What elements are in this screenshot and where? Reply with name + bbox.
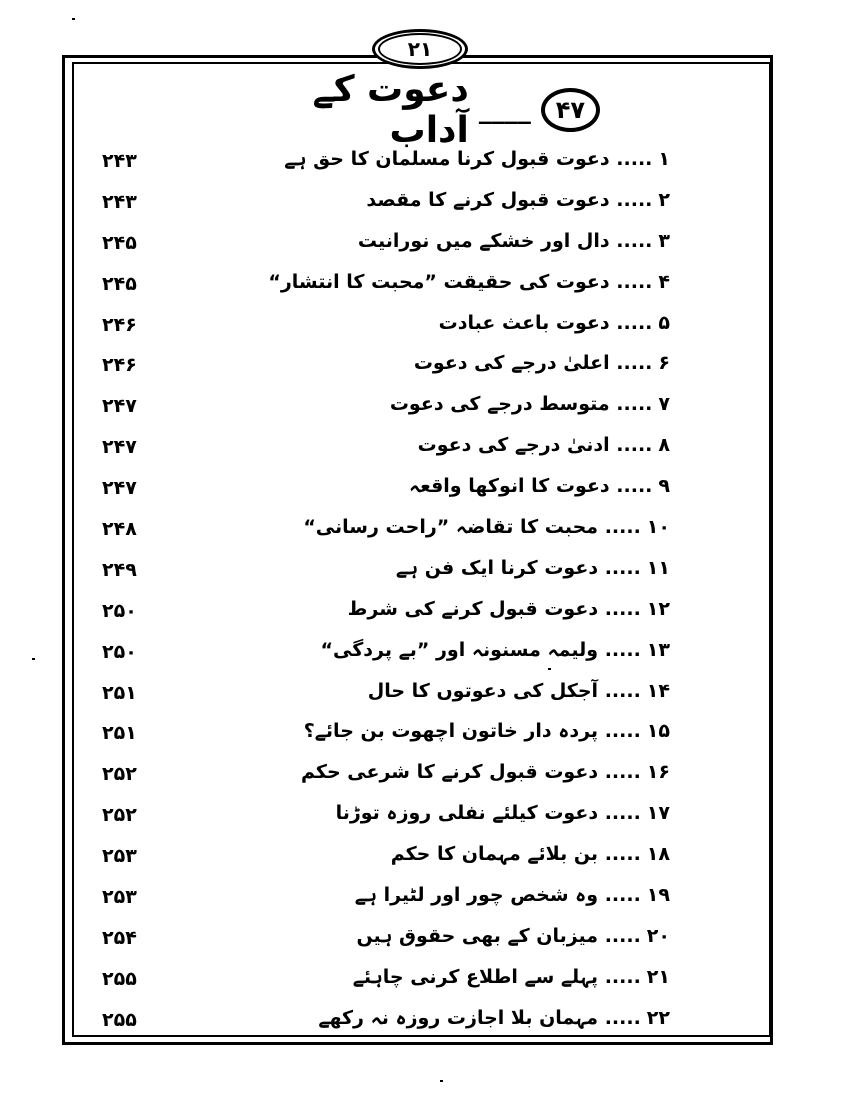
- leader-dots: .....: [598, 965, 641, 988]
- toc-page-number: ۲۴۵: [102, 272, 137, 295]
- toc-row[interactable]: [90, 794, 670, 835]
- toc-entry: [303, 512, 670, 542]
- toc-row[interactable]: [90, 467, 670, 508]
- toc-entry-title: دال اور خشکے میں نورانیت: [357, 229, 610, 252]
- toc-page-number: ۲۴۶: [102, 313, 137, 336]
- toc-entry-number: ۹: [658, 475, 670, 498]
- toc-entry: [358, 226, 670, 256]
- toc-entry-title: مہمان بلا اجازت روزہ نہ رکھے: [318, 1006, 599, 1029]
- toc-page-number: ۲۵۲: [102, 763, 137, 786]
- toc-row[interactable]: [90, 672, 670, 713]
- chapter-title: دعوت کے آداب: [312, 69, 469, 151]
- toc-entry-number: ۱۰: [646, 516, 670, 539]
- toc-page-number: ۲۴۳: [102, 190, 137, 213]
- toc-entry-number: ۱۵: [646, 720, 670, 743]
- toc-row[interactable]: [90, 385, 670, 426]
- toc-entry-title: ولیمہ مسنونہ اور ”بے پردگی“: [320, 638, 599, 661]
- toc-row[interactable]: [90, 712, 670, 753]
- toc-page-number: ۲۵۰: [102, 640, 137, 663]
- heading-dash: ____: [478, 95, 531, 125]
- leader-dots: .....: [609, 434, 653, 457]
- toc-entry: [414, 348, 670, 378]
- toc-entry-title: پہلے سے اطلاع کرنی چاہئے: [352, 965, 599, 988]
- toc-entry-number: ۲۲: [646, 1006, 670, 1029]
- leader-dots: .....: [609, 352, 653, 375]
- toc-row[interactable]: [90, 917, 670, 958]
- leader-dots: .....: [609, 229, 653, 252]
- toc-row[interactable]: [90, 222, 670, 263]
- toc-entry: [368, 676, 670, 706]
- toc-entry-title: دعوت قبول کرنا مسلمان کا حق ہے: [284, 148, 610, 170]
- chapter-heading: [250, 69, 600, 151]
- table-of-contents: [90, 140, 670, 1040]
- toc-entry-number: ۷: [658, 393, 670, 416]
- chapter-number-badge: [541, 88, 600, 132]
- scan-speck: [32, 658, 35, 660]
- leader-dots: .....: [598, 556, 641, 579]
- toc-entry-title: دعوت باعث عبادت: [438, 311, 610, 334]
- toc-page-number: ۲۵۰: [102, 599, 137, 622]
- leader-dots: .....: [598, 638, 641, 661]
- toc-entry: [304, 716, 670, 746]
- toc-page-number: ۲۵۵: [102, 1008, 137, 1031]
- toc-row[interactable]: [90, 263, 670, 304]
- scan-speck: [72, 18, 75, 20]
- toc-row[interactable]: [90, 590, 670, 631]
- toc-page-number: ۲۵۵: [102, 967, 137, 990]
- toc-entry: [409, 471, 670, 501]
- chapter-number: ۴۷: [555, 96, 586, 124]
- toc-row[interactable]: [90, 549, 670, 590]
- toc-entry-number: ۱۲: [646, 597, 670, 620]
- scan-speck: [440, 1080, 443, 1082]
- toc-page-number: ۲۵۱: [102, 722, 137, 745]
- leader-dots: .....: [609, 188, 653, 211]
- toc-page-number: ۲۵۳: [102, 845, 137, 868]
- toc-entry: [418, 430, 670, 460]
- leader-dots: .....: [598, 843, 641, 866]
- toc-entry: [348, 594, 670, 624]
- toc-row[interactable]: [90, 631, 670, 672]
- leader-dots: .....: [598, 1006, 641, 1029]
- toc-entry-number: ۲: [658, 188, 670, 211]
- toc-page-number: ۲۴۷: [102, 436, 137, 459]
- toc-row[interactable]: [90, 426, 670, 467]
- toc-entry-number: ۱۳: [646, 638, 670, 661]
- toc-entry: [366, 185, 670, 215]
- toc-entry-number: ۶: [658, 352, 670, 375]
- toc-entry-title: دعوت کا انوکھا واقعہ: [409, 475, 610, 498]
- toc-entry-title: دعوت قبول کرنے کا شرعی حکم: [301, 761, 599, 784]
- toc-entry-title: متوسط درجے کی دعوت: [389, 393, 610, 416]
- toc-page-number: ۲۴۶: [102, 354, 137, 377]
- toc-entry-title: بن بلائے مہمان کا حکم: [390, 843, 599, 866]
- toc-entry: [355, 880, 670, 910]
- toc-page-number: ۲۴۵: [102, 231, 137, 254]
- toc-row[interactable]: [90, 835, 670, 876]
- toc-entry-number: ۱۹: [646, 884, 670, 907]
- toc-entry-number: ۳: [658, 229, 670, 252]
- toc-entry: [301, 757, 670, 787]
- toc-row[interactable]: [90, 958, 670, 999]
- toc-entry-number: ۱۴: [646, 679, 670, 702]
- toc-row[interactable]: [90, 181, 670, 222]
- toc-row[interactable]: [90, 140, 670, 181]
- toc-entry-number: ۱۸: [646, 843, 670, 866]
- toc-row[interactable]: [90, 304, 670, 345]
- toc-entry-title: دعوت قبول کرنے کی شرط: [347, 597, 599, 620]
- leader-dots: .....: [609, 270, 653, 293]
- leader-dots: .....: [598, 597, 641, 620]
- toc-page-number: ۲۵۱: [102, 681, 137, 704]
- leader-dots: .....: [598, 679, 641, 702]
- toc-entry: [356, 921, 670, 951]
- toc-entry: [318, 1003, 670, 1033]
- scan-speck: [548, 668, 551, 670]
- toc-entry-number: ۱۷: [646, 802, 670, 825]
- toc-page-number: ۲۴۳: [102, 150, 137, 172]
- toc-entry-number: ۲۱: [646, 965, 670, 988]
- toc-entry: [268, 267, 670, 297]
- toc-page-number: ۲۴۷: [102, 395, 137, 418]
- toc-entry-title: دعوت کرنا ایک فن ہے: [395, 556, 599, 579]
- toc-row[interactable]: [90, 344, 670, 385]
- toc-entry-number: ۱۶: [646, 761, 670, 784]
- toc-row[interactable]: [90, 753, 670, 794]
- toc-page-number: ۲۵۴: [102, 926, 137, 949]
- leader-dots: .....: [609, 475, 653, 498]
- toc-row[interactable]: [90, 876, 670, 917]
- toc-page-number: ۲۵۲: [102, 804, 137, 827]
- toc-entry-number: ۵: [658, 311, 670, 334]
- toc-entry-title: وہ شخص چور اور لٹیرا ہے: [354, 884, 599, 907]
- toc-entry: [391, 839, 670, 869]
- toc-entry-title: میزبان کے بھی حقوق ہیں: [356, 924, 599, 947]
- page-number-badge: [372, 29, 468, 69]
- toc-entry-title: اعلیٰ درجے کی دعوت: [413, 352, 610, 375]
- leader-dots: .....: [609, 311, 653, 334]
- toc-entry: [396, 553, 670, 583]
- leader-dots: .....: [598, 802, 641, 825]
- toc-entry-title: ادنیٰ درجے کی دعوت: [417, 434, 610, 457]
- toc-entry-number: ۱: [658, 148, 670, 170]
- toc-entry-title: دعوت کی حقیقت ”محبت کا انتشار“: [268, 270, 610, 293]
- toc-entry: [439, 308, 670, 338]
- toc-entry: [390, 389, 670, 419]
- leader-dots: .....: [598, 516, 641, 539]
- toc-row[interactable]: [90, 508, 670, 549]
- toc-entry: [336, 798, 670, 828]
- page-number: ۲۱: [407, 37, 433, 61]
- toc-page-number: ۲۴۹: [102, 558, 137, 581]
- toc-entry: [321, 635, 670, 665]
- toc-entry-number: ۴: [658, 270, 670, 293]
- leader-dots: .....: [609, 148, 653, 170]
- toc-page-number: ۲۵۳: [102, 886, 137, 909]
- toc-entry-title: پردہ دار خاتون اچھوت بن جائے؟: [303, 720, 599, 743]
- toc-entry-number: ۱۱: [646, 556, 670, 579]
- toc-page-number: ۲۴۸: [102, 518, 137, 541]
- toc-entry-title: محبت کا تقاضہ ”راحت رسانی“: [303, 516, 599, 539]
- leader-dots: .....: [609, 393, 653, 416]
- toc-entry-number: ۸: [658, 434, 670, 457]
- toc-entry: [284, 144, 670, 174]
- leader-dots: .....: [598, 884, 641, 907]
- toc-row[interactable]: [90, 999, 670, 1040]
- toc-page-number: ۲۴۷: [102, 477, 137, 500]
- leader-dots: .....: [598, 761, 641, 784]
- toc-entry-title: دعوت قبول کرنے کا مقصد: [366, 188, 610, 211]
- toc-entry-number: ۲۰: [646, 924, 670, 947]
- leader-dots: .....: [598, 720, 641, 743]
- toc-entry: [353, 962, 670, 992]
- toc-entry-title: آجکل کی دعوتوں کا حال: [367, 679, 599, 702]
- toc-entry-title: دعوت کیلئے نفلی روزہ توڑنا: [335, 802, 599, 825]
- leader-dots: .....: [598, 924, 641, 947]
